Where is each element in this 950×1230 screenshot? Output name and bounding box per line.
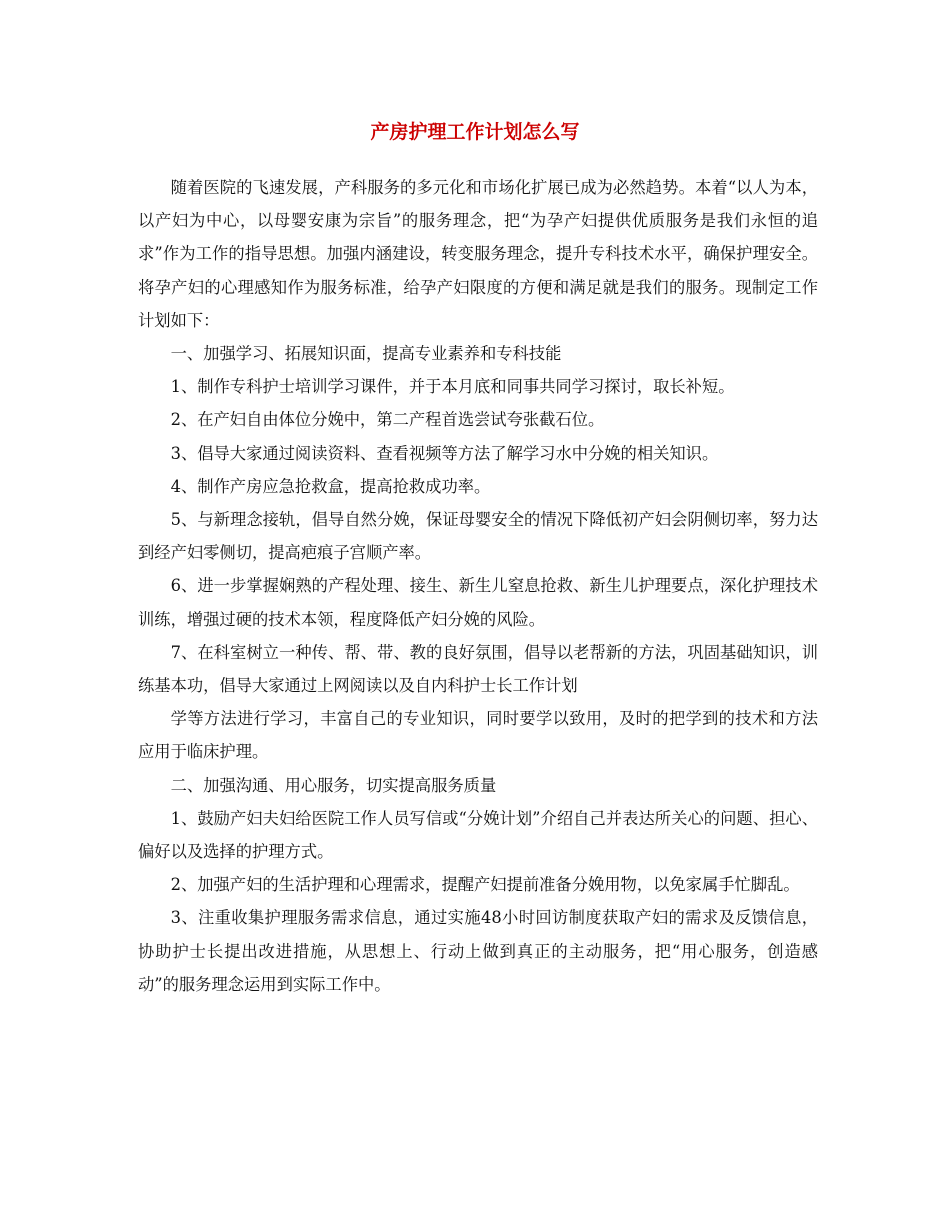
list-item: 1、制作专科护士培训学习课件，并于本月底和同事共同学习探讨，取长补短。 [170, 377, 735, 397]
section-heading-1: 一、加强学习、拓展知识面，提高专业素养和专科技能 [170, 344, 562, 364]
document-title: 产房护理工作计划怎么写 [370, 121, 580, 143]
document-body [138, 171, 818, 1001]
section-heading-2: 二、加强沟通、用心服务，切实提高服务质量 [170, 775, 497, 795]
list-item: 1、鼓励产妇夫妇给医院工作人员写信或“分娩计划”介绍自己并表达所关心的问题、担心、偏好以及选择的护理方式。 [138, 808, 818, 862]
list-item: 2、在产妇自由体位分娩中，第二产程首选尝试夸张截石位。 [170, 410, 605, 430]
list-item: 3、注重收集护理服务需求信息，通过实施48小时回访制度获取产妇的需求及反馈信息，协助护士长提出改进措施，从思想上、行动上做到真正的主动服务，把“用心服务，创造感动”的服务理念运用到实际工作中。 [138, 908, 818, 994]
list-item: 4、制作产房应急抢救盒，提高抢救成功率。 [170, 476, 491, 496]
paragraph-continuation: 学等方法进行学习，丰富自己的专业知识，同时要学以致用，及时的把学到的技术和方法应用于临床护理。 [138, 709, 818, 762]
list-item: 7、在科室树立一种传、帮、带、教的良好氛围，倡导以老帮新的方法，巩固基础知识，训练基本功，倡导大家通过上网阅读以及自内科护士长工作计划 [138, 642, 818, 696]
list-item: 3、倡导大家通过阅读资料、查看视频等方法了解学习水中分娩的相关知识。 [170, 443, 719, 463]
list-item: 6、进一步掌握娴熟的产程处理、接生、新生儿窒息抢救、新生儿护理要点，深化护理技术训练，增强过硬的技术本领，程度降低产妇分娩的风险。 [138, 576, 818, 629]
paragraph-intro: 随着医院的飞速发展，产科服务的多元化和市场化扩展已成为必然趋势。本着“以人为本，以产妇为中心，以母婴安康为宗旨”的服务理念，把“为孕产妇提供优质服务是我们永恒的追求”作为工作的指导思想。加强内涵建设，转变服务理念，提升专科技术水平，确保护理安全。将孕产妇的心理感知作为服务标准，给孕产妇限度的方便和满足就是我们的服务。现制定工作计划如下： [138, 178, 818, 330]
list-item: 2、加强产妇的生活护理和心理需求，提醒产妇提前准备分娩用物，以免家属手忙脚乱。 [170, 875, 800, 895]
list-item: 5、与新理念接轨，倡导自然分娩，保证母婴安全的情况下降低初产妇会阴侧切率，努力达到经产妇零侧切，提高疤痕子宫顺产率。 [138, 510, 818, 563]
